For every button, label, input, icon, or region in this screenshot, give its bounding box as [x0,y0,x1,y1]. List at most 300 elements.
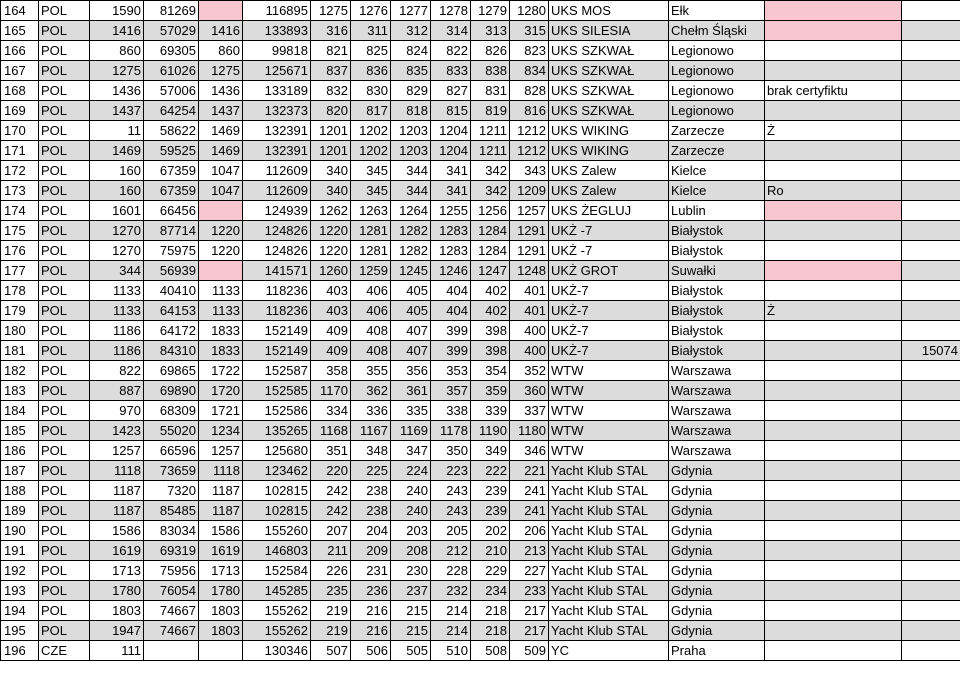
cell-col-f: 1167 [351,421,391,441]
cell-col-e: 316 [311,21,351,41]
cell-city: Kielce [669,161,765,181]
cell-note [765,281,902,301]
table-row [1,101,960,121]
cell-col-j: 1212 [510,141,549,161]
cell-col-b: 59525 [144,141,199,161]
cell-note [765,541,902,561]
cell-col-c: 1586 [199,521,243,541]
table-row [1,621,960,641]
cell-col-c: 1780 [199,581,243,601]
cell-col-j: 834 [510,61,549,81]
cell-col-d: 102815 [243,501,311,521]
cell-city: Gdynia [669,601,765,621]
cell-col-b: 57029 [144,21,199,41]
cell-col-g: 215 [391,621,431,641]
cell-col-f: 825 [351,41,391,61]
cell-col-d: 152585 [243,381,311,401]
cell-club-name: UKS SZKWAŁ [549,101,669,121]
cell-country-code: POL [39,41,90,61]
cell-note [765,441,902,461]
cell-col-a: 970 [90,401,144,421]
table-row [1,81,960,101]
cell-col-b: 69305 [144,41,199,61]
cell-col-g: 224 [391,461,431,481]
cell-note [765,241,902,261]
cell-country-code: POL [39,361,90,381]
cell-col-a: 160 [90,181,144,201]
cell-row-number: 191 [1,541,39,561]
cell-col-a: 111 [90,641,144,661]
cell-col-g: 835 [391,61,431,81]
cell-city: Białystok [669,221,765,241]
cell-extra [902,521,960,541]
cell-col-i: 234 [471,581,510,601]
cell-club-name: UKS WIKING [549,141,669,161]
cell-note [765,141,902,161]
cell-extra [902,81,960,101]
cell-country-code: POL [39,401,90,421]
cell-col-g: 237 [391,581,431,601]
table-row [1,1,960,21]
cell-country-code: POL [39,601,90,621]
cell-extra [902,481,960,501]
cell-city: Kielce [669,181,765,201]
cell-col-i: 1256 [471,201,510,221]
cell-col-j: 213 [510,541,549,561]
cell-extra [902,241,960,261]
cell-col-h: 1283 [431,241,471,261]
cell-col-b: 67359 [144,161,199,181]
cell-city: Białystok [669,341,765,361]
cell-col-g: 824 [391,41,431,61]
cell-city: Legionowo [669,81,765,101]
cell-col-g: 1264 [391,201,431,221]
cell-note [765,361,902,381]
cell-col-b: 56939 [144,261,199,281]
cell-col-a: 860 [90,41,144,61]
cell-col-d: 124826 [243,221,311,241]
cell-col-a: 1780 [90,581,144,601]
table-row [1,141,960,161]
cell-club-name: Yacht Klub STAL [549,521,669,541]
table-row [1,281,960,301]
table-row [1,181,960,201]
cell-col-h: 223 [431,461,471,481]
cell-col-b: 64153 [144,301,199,321]
table-row [1,601,960,621]
cell-col-f: 225 [351,461,391,481]
cell-col-g: 1245 [391,261,431,281]
cell-club-name: WTW [549,381,669,401]
cell-country-code: POL [39,101,90,121]
cell-city: Warszawa [669,401,765,421]
cell-city: Lublin [669,201,765,221]
cell-col-e: 1170 [311,381,351,401]
cell-col-j: 1209 [510,181,549,201]
cell-col-i: 218 [471,621,510,641]
cell-col-f: 236 [351,581,391,601]
cell-col-g: 208 [391,541,431,561]
cell-col-f: 817 [351,101,391,121]
cell-note [765,321,902,341]
cell-city: Białystok [669,281,765,301]
cell-extra [902,461,960,481]
cell-country-code: POL [39,381,90,401]
cell-col-h: 357 [431,381,471,401]
cell-col-f: 362 [351,381,391,401]
cell-country-code: POL [39,1,90,21]
cell-note [765,201,902,221]
cell-col-j: 241 [510,501,549,521]
cell-club-name: UKŻ-7 [549,321,669,341]
cell-col-d: 132391 [243,121,311,141]
cell-col-e: 340 [311,161,351,181]
cell-col-f: 1259 [351,261,391,281]
cell-col-a: 822 [90,361,144,381]
cell-col-c: 1721 [199,401,243,421]
cell-col-c: 1469 [199,121,243,141]
cell-country-code: POL [39,201,90,221]
cell-col-g: 407 [391,341,431,361]
cell-col-h: 341 [431,161,471,181]
table-row [1,481,960,501]
cell-col-f: 238 [351,481,391,501]
cell-col-i: 342 [471,161,510,181]
cell-col-a: 344 [90,261,144,281]
cell-col-g: 347 [391,441,431,461]
cell-country-code: POL [39,21,90,41]
cell-country-code: POL [39,561,90,581]
cell-city: Białystok [669,241,765,261]
cell-col-f: 204 [351,521,391,541]
cell-col-g: 1169 [391,421,431,441]
cell-col-e: 351 [311,441,351,461]
cell-row-number: 195 [1,621,39,641]
cell-note [765,641,902,661]
cell-city: Warszawa [669,421,765,441]
cell-row-number: 179 [1,301,39,321]
cell-col-g: 312 [391,21,431,41]
cell-extra [902,581,960,601]
cell-col-d: 125671 [243,61,311,81]
cell-col-i: 239 [471,481,510,501]
cell-note [765,381,902,401]
cell-col-e: 219 [311,621,351,641]
cell-col-c: 1713 [199,561,243,581]
cell-country-code: POL [39,141,90,161]
cell-col-b: 87714 [144,221,199,241]
table-row [1,381,960,401]
cell-col-j: 1180 [510,421,549,441]
cell-col-h: 205 [431,521,471,541]
cell-country-code: POL [39,501,90,521]
cell-row-number: 178 [1,281,39,301]
cell-col-a: 1590 [90,1,144,21]
cell-note: brak certyfiktu [765,81,902,101]
cell-club-name: UKS SZKWAŁ [549,81,669,101]
cell-club-name: Yacht Klub STAL [549,601,669,621]
table-row [1,401,960,421]
cell-col-d: 152587 [243,361,311,381]
cell-col-h: 232 [431,581,471,601]
cell-col-e: 1260 [311,261,351,281]
cell-col-b: 75975 [144,241,199,261]
cell-col-j: 400 [510,321,549,341]
cell-col-a: 1133 [90,301,144,321]
cell-city: Gdynia [669,461,765,481]
cell-col-d: 124939 [243,201,311,221]
cell-col-e: 409 [311,341,351,361]
cell-col-i: 1211 [471,141,510,161]
cell-col-f: 209 [351,541,391,561]
cell-col-b: 64254 [144,101,199,121]
cell-col-e: 837 [311,61,351,81]
cell-col-j: 1257 [510,201,549,221]
cell-col-i: 1247 [471,261,510,281]
cell-city: Legionowo [669,41,765,61]
cell-col-h: 341 [431,181,471,201]
cell-col-b: 84310 [144,341,199,361]
cell-city: Gdynia [669,561,765,581]
cell-note: Ż [765,121,902,141]
cell-extra [902,321,960,341]
cell-row-number: 182 [1,361,39,381]
cell-col-c: 1220 [199,241,243,261]
cell-country-code: POL [39,621,90,641]
cell-extra [902,201,960,221]
cell-club-name: UKS Zalew [549,161,669,181]
cell-col-d: 118236 [243,301,311,321]
cell-col-c [199,261,243,281]
cell-col-g: 230 [391,561,431,581]
cell-note [765,521,902,541]
cell-col-c [199,1,243,21]
cell-country-code: POL [39,181,90,201]
cell-city: Warszawa [669,441,765,461]
cell-note [765,21,902,41]
cell-row-number: 176 [1,241,39,261]
cell-col-a: 1947 [90,621,144,641]
cell-col-e: 226 [311,561,351,581]
cell-col-h: 353 [431,361,471,381]
cell-col-b: 61026 [144,61,199,81]
cell-col-e: 1220 [311,241,351,261]
table-row [1,561,960,581]
cell-col-i: 202 [471,521,510,541]
cell-col-a: 1186 [90,341,144,361]
cell-col-j: 823 [510,41,549,61]
cell-col-i: 402 [471,281,510,301]
cell-col-b: 76054 [144,581,199,601]
cell-col-d: 112609 [243,161,311,181]
cell-club-name: UKS Zalew [549,181,669,201]
table-row [1,41,960,61]
cell-col-h: 1255 [431,201,471,221]
cell-note: Ro [765,181,902,201]
cell-col-c: 1047 [199,161,243,181]
cell-col-j: 337 [510,401,549,421]
cell-extra [902,121,960,141]
cell-col-h: 1283 [431,221,471,241]
cell-col-d: 116895 [243,1,311,21]
cell-col-f: 836 [351,61,391,81]
cell-col-e: 242 [311,481,351,501]
cell-note [765,581,902,601]
cell-extra [902,361,960,381]
cell-extra [902,621,960,641]
cell-col-e: 820 [311,101,351,121]
cell-col-j: 401 [510,301,549,321]
cell-club-name: Yacht Klub STAL [549,621,669,641]
cell-col-d: 145285 [243,581,311,601]
cell-col-i: 1190 [471,421,510,441]
cell-note [765,1,902,21]
cell-country-code: POL [39,81,90,101]
cell-country-code: POL [39,261,90,281]
cell-col-d: 152584 [243,561,311,581]
cell-country-code: POL [39,521,90,541]
cell-country-code: POL [39,61,90,81]
cell-col-j: 221 [510,461,549,481]
cell-col-g: 1277 [391,1,431,21]
cell-note [765,161,902,181]
cell-col-c: 1803 [199,601,243,621]
cell-club-name: Yacht Klub STAL [549,541,669,561]
cell-col-c [199,201,243,221]
table-row [1,21,960,41]
cell-club-name: UKS SZKWAŁ [549,61,669,81]
cell-extra [902,181,960,201]
cell-col-c: 1275 [199,61,243,81]
cell-col-g: 405 [391,301,431,321]
cell-col-c: 1234 [199,421,243,441]
cell-col-e: 832 [311,81,351,101]
cell-col-h: 1178 [431,421,471,441]
cell-extra [902,41,960,61]
cell-extra [902,1,960,21]
cell-col-e: 334 [311,401,351,421]
cell-row-number: 168 [1,81,39,101]
cell-city: Legionowo [669,61,765,81]
cell-col-h: 815 [431,101,471,121]
cell-row-number: 169 [1,101,39,121]
cell-col-j: 1291 [510,221,549,241]
cell-col-f: 1202 [351,121,391,141]
cell-col-f: 1276 [351,1,391,21]
cell-col-h: 314 [431,21,471,41]
cell-col-j: 1291 [510,241,549,261]
cell-col-i: 826 [471,41,510,61]
cell-extra [902,101,960,121]
cell-note [765,501,902,521]
cell-col-a: 1713 [90,561,144,581]
cell-col-a: 1270 [90,221,144,241]
cell-col-f: 311 [351,21,391,41]
cell-col-g: 1282 [391,221,431,241]
cell-club-name: UKŻ -7 [549,221,669,241]
cell-col-h: 399 [431,341,471,361]
cell-extra [902,281,960,301]
cell-city: Białystok [669,301,765,321]
cell-row-number: 177 [1,261,39,281]
cell-col-h: 404 [431,281,471,301]
cell-extra [902,501,960,521]
cell-row-number: 171 [1,141,39,161]
cell-col-b: 67359 [144,181,199,201]
cell-col-h: 212 [431,541,471,561]
table-row [1,241,960,261]
cell-col-c: 1469 [199,141,243,161]
cell-city: Gdynia [669,581,765,601]
cell-note: Ż [765,301,902,321]
cell-col-c: 1803 [199,621,243,641]
cell-extra [902,541,960,561]
table-row [1,201,960,221]
cell-col-j: 400 [510,341,549,361]
cell-col-e: 242 [311,501,351,521]
cell-col-c: 1720 [199,381,243,401]
cell-extra [902,261,960,281]
cell-extra [902,441,960,461]
cell-city: Ełk [669,1,765,21]
cell-col-e: 403 [311,281,351,301]
cell-col-e: 507 [311,641,351,661]
cell-col-g: 215 [391,601,431,621]
cell-club-name: WTW [549,361,669,381]
cell-col-f: 345 [351,161,391,181]
cell-col-e: 207 [311,521,351,541]
cell-country-code: CZE [39,641,90,661]
cell-col-h: 338 [431,401,471,421]
cell-col-f: 231 [351,561,391,581]
cell-col-h: 399 [431,321,471,341]
cell-extra [902,141,960,161]
cell-city: Gdynia [669,501,765,521]
cell-col-g: 829 [391,81,431,101]
cell-col-c: 1619 [199,541,243,561]
cell-col-i: 313 [471,21,510,41]
cell-city: Białystok [669,321,765,341]
cell-row-number: 173 [1,181,39,201]
cell-col-e: 1201 [311,141,351,161]
cell-row-number: 189 [1,501,39,521]
cell-col-b: 7320 [144,481,199,501]
cell-col-c: 1437 [199,101,243,121]
table-row [1,161,960,181]
cell-col-c: 860 [199,41,243,61]
cell-col-b: 66456 [144,201,199,221]
cell-col-b: 69890 [144,381,199,401]
cell-col-j: 227 [510,561,549,581]
cell-col-j: 241 [510,481,549,501]
cell-col-b: 74667 [144,621,199,641]
cell-note [765,401,902,421]
cell-col-h: 350 [431,441,471,461]
cell-extra [902,421,960,441]
cell-row-number: 192 [1,561,39,581]
cell-col-g: 240 [391,501,431,521]
cell-club-name: WTW [549,401,669,421]
cell-col-c: 1416 [199,21,243,41]
cell-country-code: POL [39,341,90,361]
cell-col-d: 152586 [243,401,311,421]
cell-col-b: 75956 [144,561,199,581]
cell-row-number: 165 [1,21,39,41]
cell-col-e: 409 [311,321,351,341]
cell-col-d: 132373 [243,101,311,121]
cell-row-number: 170 [1,121,39,141]
cell-col-i: 1284 [471,221,510,241]
